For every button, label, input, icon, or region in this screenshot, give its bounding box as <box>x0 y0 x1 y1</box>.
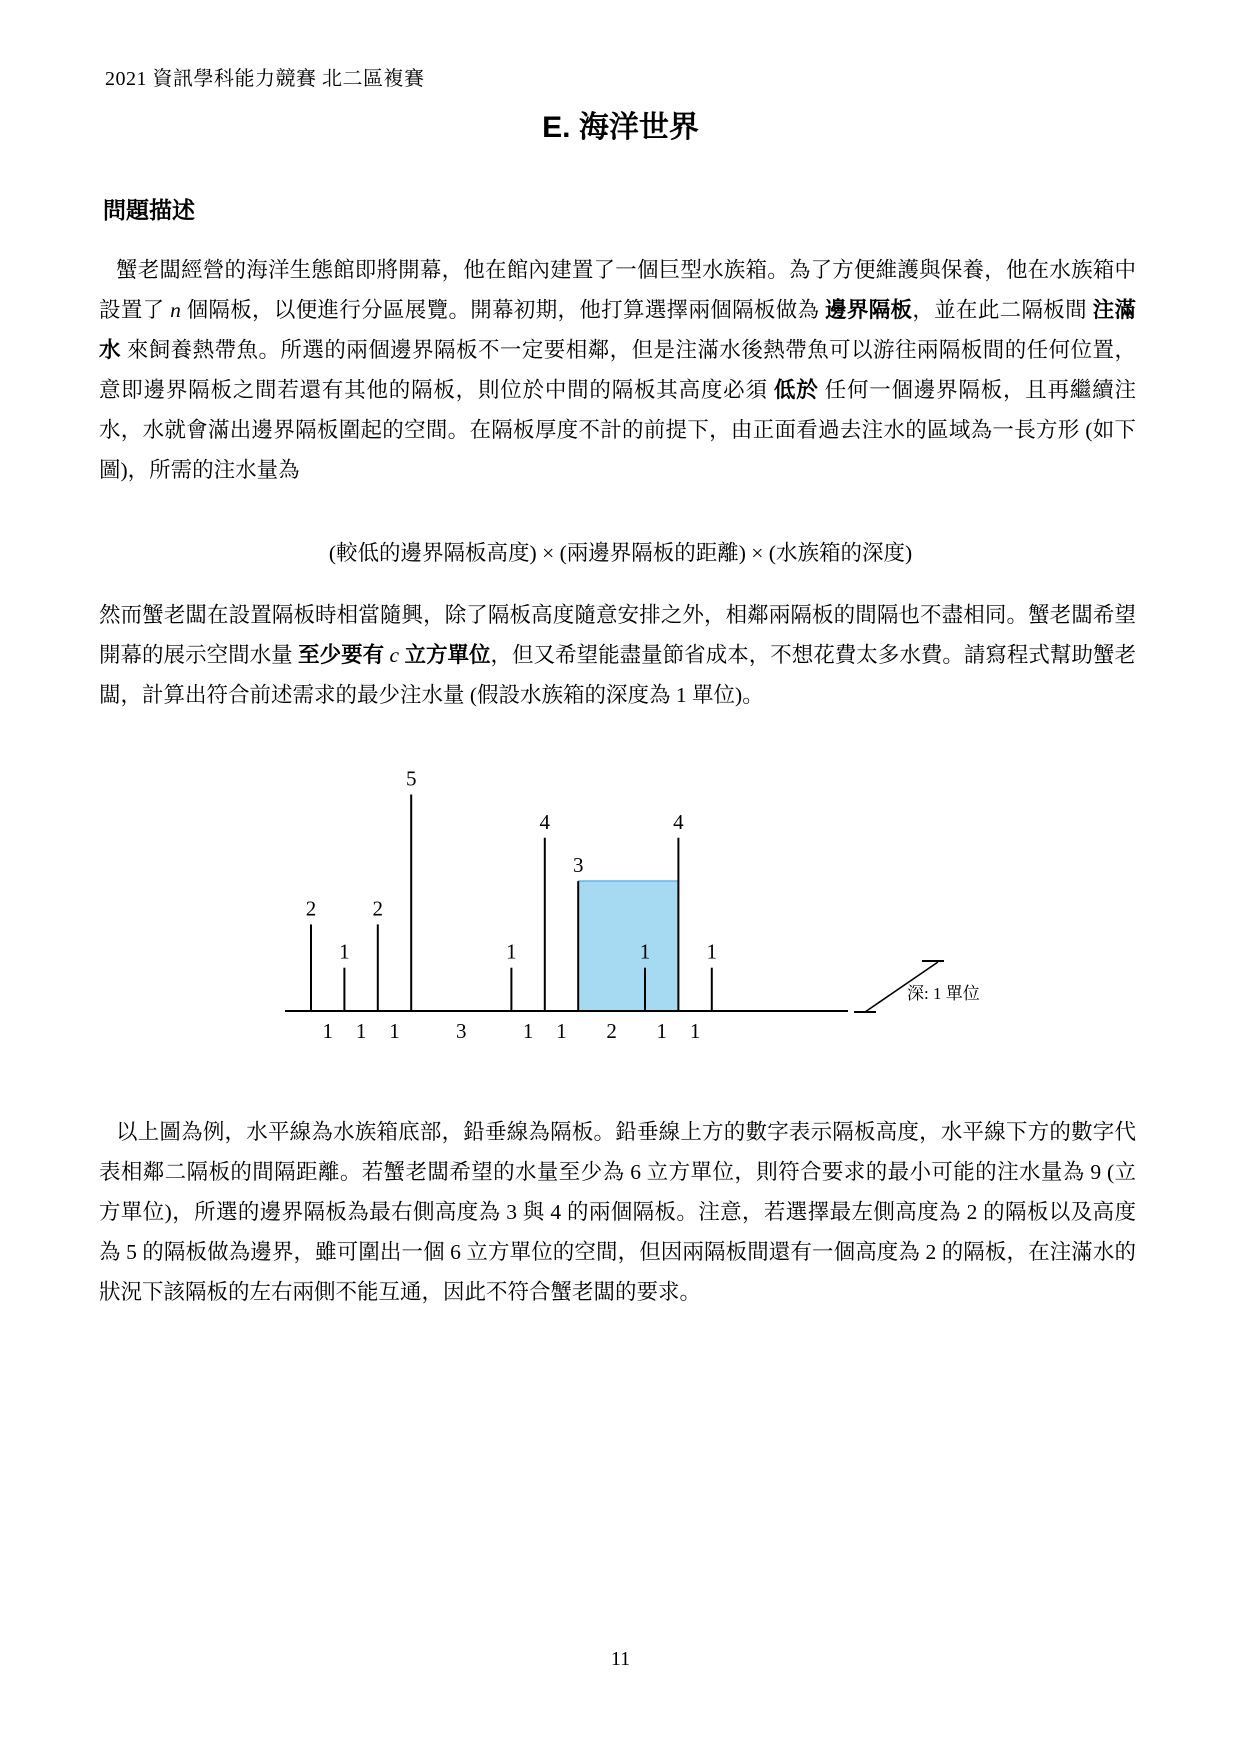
partition-height-label: 2 <box>372 896 384 921</box>
gap-distance-label: 1 <box>389 1019 400 1043</box>
aquarium-diagram-svg <box>250 755 1000 1045</box>
formula-water-volume: (較低的邊界隔板高度) × (兩邊界隔板的距離) × (水族箱的深度) <box>328 541 913 565</box>
text-segment: 任何一個邊界隔板，且再繼續注水，水就會滿出邊界隔板圍起的空間。在隔板厚度不計的前提下，由正面看過去注水的區域為一長方形 (如下圖)，所需的注水量為 <box>99 378 1136 482</box>
gap-distance-label: 1 <box>522 1019 534 1043</box>
gap-distance-label: 1 <box>355 1019 367 1043</box>
gap-distance-label: 1 <box>689 1019 701 1043</box>
partition-height-label: 3 <box>572 853 584 878</box>
gap-distance-label: 3 <box>456 1019 467 1043</box>
text-segment: 蟹老闆經營的海洋生態館即將開幕，他在館內建置了一個巨型水族箱。為了方便維護與保養，他在水族箱中設置了 <box>99 258 1136 322</box>
text-segment: 以上圖為例，水平線為水族箱底部，鉛垂線為隔板。鉛垂線上方的數字表示隔板高度，水平線下方的數字代表相鄰二隔板的間隔距離。若蟹老闆希望的水量至少為 6 立方單位，則符合要求的最小可能的注水量為 9 (立方單位)，所選的邊界隔板為最右側高度為 3 與 4 的兩個隔板。注意，若選擇最左側高度為 2 的隔板以及高度為 5 的隔板做為邊界，雖可圍出一個 6 立方單位的空間，但因兩隔板間還有一個高度為 2 的隔板，在注滿水的狀況下該隔板的左右兩側不能互通，因此不符合蟹老闆的要求。 <box>99 1120 1136 1304</box>
partition-height-label: 4 <box>673 809 684 834</box>
text-segment: ，並在此二隔板間 <box>912 298 1093 322</box>
gap-distance-label: 1 <box>322 1019 333 1043</box>
gap-distance-label: 1 <box>656 1019 667 1043</box>
depth-label: 深: 1 單位 <box>907 984 980 1003</box>
gap-distance-label: 1 <box>556 1019 567 1043</box>
figure-aquarium-diagram <box>250 755 1000 1045</box>
text-segment: 來飼養熱帶魚。所選的兩個邊界隔板不一定要相鄰，但是注滿水後熱帶魚可以游往兩隔板間的任何位置，意即邊界隔板之間若還有其他的隔板，則位於中間的隔板其高度必須 <box>99 338 1136 402</box>
text-segment: 至少要有 <box>298 643 390 667</box>
paragraph-problem-intro <box>99 250 1136 490</box>
paragraph-constraints <box>99 595 1136 715</box>
text-segment: n <box>170 298 181 322</box>
text-segment: 個隔板，以便進行分區展覽。開幕初期，他打算選擇兩個隔板做為 <box>180 298 826 322</box>
partition-height-label: 1 <box>706 939 718 964</box>
text-segment: 低於 <box>773 378 819 402</box>
partition-height-label: 1 <box>639 939 651 964</box>
gap-distance-label: 2 <box>606 1019 617 1043</box>
page-number: 11 <box>610 1648 631 1670</box>
text-segment: 立方單位 <box>399 643 491 667</box>
section-heading-problem-description: 問題描述 <box>103 197 195 223</box>
partition-height-label: 4 <box>539 809 551 834</box>
text-segment: c <box>389 643 400 667</box>
partition-height-label: 1 <box>506 939 517 964</box>
partition-height-label: 2 <box>305 896 317 921</box>
page-title: E. 海洋世界 <box>542 111 699 144</box>
partition-height-label: 1 <box>339 939 350 964</box>
water-region <box>578 881 678 1011</box>
document-header: 2021 資訊學科能力競賽 北二區複賽 <box>105 68 425 90</box>
text-segment: ，但又希望能盡量節省成本，不想花費太多水費。請寫程式幫助蟹老闆，計算出符合前述需求的最少注水量 (假設水族箱的深度為 1 單位)。 <box>99 643 1136 707</box>
paragraph-example-explanation <box>99 1112 1136 1312</box>
text-segment: 注滿水 <box>99 298 1136 362</box>
text-segment: 然而蟹老闆在設置隔板時相當隨興，除了隔板高度隨意安排之外，相鄰兩隔板的間隔也不盡相同。蟹老闆希望開幕的展示空間水量 <box>99 603 1136 667</box>
partition-height-label: 5 <box>405 766 417 791</box>
text-segment: 邊界隔板 <box>825 298 913 322</box>
